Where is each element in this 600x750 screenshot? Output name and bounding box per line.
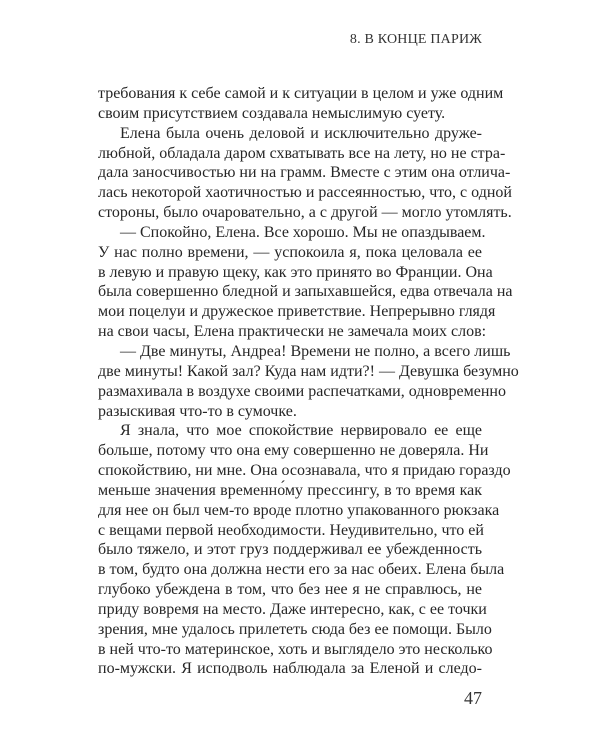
text-line: У нас полно времени, — успокоила я, пока целовала ее bbox=[98, 243, 482, 261]
text-line: было тяжело, и этот груз поддерживал ее убежденность bbox=[98, 541, 482, 559]
text-line: две минуты! Какой зал? Куда нам идти?! — Девушка безумно bbox=[98, 362, 519, 380]
text-line: Я знала, что мое спокойствие нервировало ее еще bbox=[120, 422, 482, 440]
text-line: требования к себе самой и к ситуации в целом и уже одним bbox=[98, 85, 504, 102]
text-line: разыскивая что-то в сумочке. bbox=[98, 402, 297, 420]
text-line: меньше значения временно́му прессингу, в то время как bbox=[98, 481, 482, 499]
text-line: на свои часы, Елена практически не замечала моих слов: bbox=[98, 323, 487, 341]
text-line: с вещами первой необходимости. Неудивительно, что ей bbox=[98, 521, 484, 539]
text-line: по-мужски. Я исподволь наблюдала за Еленой и следо- bbox=[98, 660, 482, 678]
running-header: 8. В КОНЦЕ ПАРИЖ bbox=[349, 32, 482, 47]
text-line: зрения, мне удалось прилететь сюда без ее помощи. Было bbox=[98, 620, 492, 638]
text-line: дала заносчивостью ни на грамм. Вместе с этим она отлича- bbox=[98, 164, 511, 182]
text-line: любной, обладала даром схватывать все на лету, но не стра- bbox=[98, 144, 506, 162]
text-line: для нее он был чем-то вроде плотно упакованного рюкзака bbox=[98, 501, 500, 519]
text-line: в ней что-то материнское, хоть и выглядело это несколько bbox=[98, 640, 493, 658]
page-number: 47 bbox=[464, 688, 482, 708]
text-line: лась некоторой хаотичностью и рассеянностью, что, с одной bbox=[98, 184, 512, 202]
text-line: в левую и правую щеку, как это принято во Франции. Она bbox=[98, 263, 493, 281]
text-line: размахивала в воздухе своими распечатками, одновременно bbox=[98, 382, 506, 400]
text-line: Елена была очень деловой и исключительно друже- bbox=[120, 124, 482, 142]
text-line: своим присутствием создавала немыслимую суету. bbox=[98, 104, 446, 122]
text-line: мои поцелуи и дружеское приветствие. Непрерывно глядя bbox=[98, 303, 496, 321]
text-line: больше, потому что она ему совершенно не доверяла. Ни bbox=[98, 442, 489, 460]
text-line: была совершенно бледной и запыхавшейся, едва отвечала на bbox=[98, 283, 513, 301]
paragraph bbox=[98, 421, 511, 679]
text-line: спокойствию, ни мне. Она осознавала, что я придаю гораздо bbox=[98, 462, 511, 480]
text-line: — Две минуты, Андреа! Времени не полно, а всего лишь bbox=[120, 342, 511, 360]
text-line: в том, будто она должна нести его за нас обеих. Елена была bbox=[98, 561, 505, 579]
text-line: — Спокойно, Елена. Все хорошо. Мы не опаздываем. bbox=[120, 223, 486, 241]
paragraph bbox=[98, 84, 504, 124]
paragraph bbox=[98, 342, 519, 421]
text-line: стороны, было очаровательно, а с другой — могло утомлять. bbox=[98, 204, 512, 222]
text-line: глубоко убеждена в том, что без нее я не справлюсь, не bbox=[98, 581, 482, 599]
paragraph bbox=[98, 223, 513, 342]
paragraph bbox=[98, 124, 512, 223]
text-line: приду вовремя на место. Даже интересно, как, с ее точки bbox=[98, 600, 487, 618]
page-body-text bbox=[98, 84, 519, 679]
